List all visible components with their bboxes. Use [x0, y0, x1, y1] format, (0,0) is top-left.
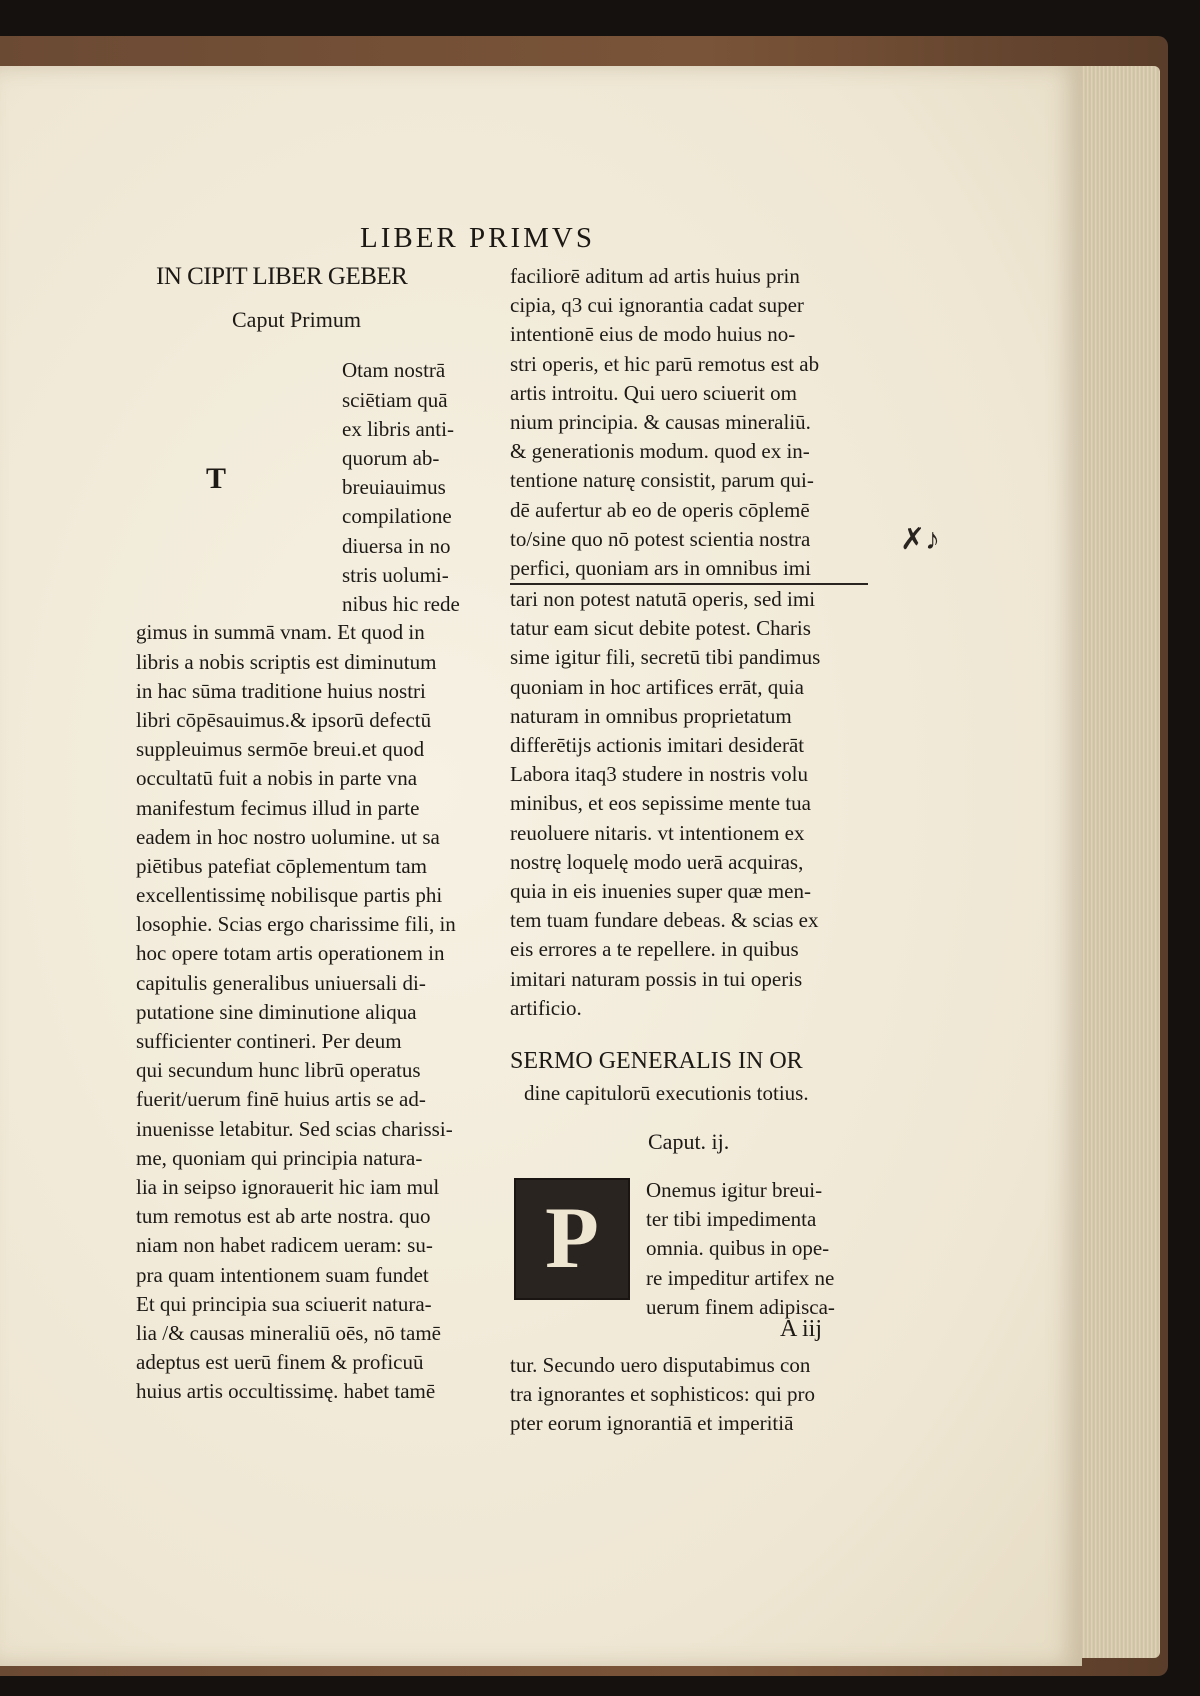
initial-letter-t: T: [206, 462, 227, 496]
initial-letter-p: P: [545, 1190, 599, 1288]
text-line: eis errores a te repellere. in quibus: [510, 937, 799, 962]
text-line: differētijs actionis imitari desiderāt: [510, 733, 805, 757]
text-line: me, quoniam qui principia natura-: [136, 1145, 423, 1170]
sermo-line-2: dine capitulorū executionis totius.: [524, 1080, 809, 1105]
margin-annotation: ✗♪: [900, 523, 941, 556]
right-body-text: [510, 262, 868, 1023]
text-line: piētibus patefiat cōplementum tam: [136, 853, 427, 878]
text-line: suppleuimus sermōe breui.et quod: [136, 737, 425, 762]
text-line: uerum finem adipisca-: [646, 1294, 835, 1319]
indented-lines: [342, 356, 492, 619]
text-line: quia in eis inuenies super quæ men-: [510, 878, 811, 903]
text-line: manifestum fecimus illud in parte: [136, 795, 420, 820]
text-line: compilatione: [342, 504, 452, 529]
text-line: quoniam in hoc artifices errāt, quia: [510, 674, 804, 699]
text-line: naturam in omnibus proprietatum: [510, 703, 792, 728]
text-line: capitulis generalibus uniuersali di-: [136, 970, 426, 995]
text-line: lia in seipso ignorauerit hic iam mul: [136, 1174, 440, 1199]
left-column: [136, 262, 484, 1406]
text-line: sufficienter contineri. Per deum: [136, 1029, 402, 1054]
text-line: inuenisse letabitur. Sed scias charissi-: [136, 1116, 453, 1141]
text-line: occultatū fuit a nobis in parte vna: [136, 766, 418, 791]
text-line: cipia, q3 cui ignorantia cadat super: [510, 293, 804, 318]
text-line: diuersa in no: [342, 533, 451, 558]
text-line: imitari naturam possis in tui operis: [510, 966, 803, 991]
text-line: stri operis, et hic parū remotus est ab: [510, 351, 820, 376]
text-line: ex libris anti-: [342, 416, 454, 441]
caput-secundum-heading: Caput. ij.: [648, 1128, 730, 1154]
text-line: losophie. Scias ergo charissime fili, in: [136, 912, 456, 937]
text-line: nibus hic rede: [342, 591, 460, 616]
text-line: tur. Secundo uero disputabimus con: [510, 1353, 811, 1378]
text-line: stris uolumi-: [342, 562, 449, 587]
text-line: huius artis occultissimę. habet tamē: [136, 1379, 436, 1404]
running-head: LIBER PRIMVS: [360, 222, 596, 254]
text-line: qui secundum hunc librū operatus: [136, 1058, 421, 1083]
text-line: gimus in summā vnam. Et quod in: [136, 620, 425, 645]
text-line: minibus, et eos sepissime mente tua: [510, 791, 811, 816]
text-line: artis introitu. Qui uero sciuerit om: [510, 380, 797, 405]
text-line: nium principia. & causas mineraliū.: [510, 409, 811, 434]
text-line: reuoluere nitaris. vt intentionem ex: [510, 820, 805, 845]
text-line: pter eorum ignorantiā et imperitiā: [510, 1411, 794, 1436]
text-line: libri cōpēsauimus.& ipsorū defectū: [136, 707, 432, 732]
decorated-initial-p: [514, 1178, 630, 1300]
text-line: lia /& causas mineraliū oēs, nō tamē: [136, 1320, 441, 1345]
text-line: hoc opere totam artis operationem in: [136, 941, 445, 966]
text-line: nostrę loquelę modo uerā acquiras,: [510, 849, 804, 874]
text-line: Onemus igitur breui-: [646, 1178, 823, 1203]
text-line: tem tuam fundare debeas. & scias ex: [510, 908, 819, 933]
final-lines: [510, 1351, 868, 1439]
text-line: & generationis modum. quod ex in-: [510, 439, 810, 464]
text-line: faciliorē aditum ad artis huius prin: [510, 264, 800, 288]
text-line: adeptus est uerū finem & proficuū: [136, 1350, 424, 1375]
text-line: sciētiam quā: [342, 387, 448, 412]
text-line: to/sine quo nō potest scientia nostra: [510, 526, 811, 551]
text-line: breuiauimus: [342, 475, 446, 500]
incipit-heading: IN CIPIT LIBER GEBER: [156, 263, 408, 290]
text-line: tum remotus est ab arte nostra. quo: [136, 1204, 431, 1229]
caput-primum-heading: Caput Primum: [232, 307, 361, 333]
text-line: re impeditur artifex ne: [646, 1265, 835, 1290]
right-column: [510, 262, 868, 1439]
dropcap-block: [136, 356, 484, 618]
sermo-heading: [510, 1045, 868, 1109]
signature-mark: A iij: [780, 1316, 823, 1342]
text-line: artificio.: [510, 995, 582, 1020]
text-line: excellentissimę nobilisque partis phi: [136, 883, 443, 908]
text-line: eadem in hoc nostro uolumine. ut sa: [136, 824, 440, 849]
text-line: fuerit/uerum finē huius artis se ad-: [136, 1087, 426, 1112]
sermo-line-1: SERMO GENERALIS IN OR: [510, 1047, 803, 1074]
text-line: tentione naturę consistit, parum qui-: [510, 468, 814, 493]
initial-adjacent-lines: [646, 1176, 870, 1322]
text-line: ter tibi impedimenta: [646, 1207, 817, 1232]
text-line: Et qui principia sua sciuerit natura-: [136, 1291, 432, 1316]
text-line: libris a nobis scriptis est diminutum: [136, 649, 437, 674]
text-line: niam non habet radicem ueram: su-: [136, 1233, 433, 1258]
text-line: dē aufertur ab eo de operis cōplemē: [510, 497, 810, 522]
text-line: in hac sūma traditione huius nostri: [136, 678, 426, 703]
text-line: Otam nostrā: [342, 358, 446, 383]
text-line: putatione sine diminutione aliqua: [136, 999, 417, 1024]
text-line: perfici, quoniam ars in omnibus imi: [510, 554, 868, 585]
text-line: tatur eam sicut debite potest. Charis: [510, 616, 811, 641]
text-line: sime igitur fili, secretū tibi pandimus: [510, 645, 821, 670]
text-line: intentionē eius de modo huius no-: [510, 322, 796, 347]
text-line: quorum ab-: [342, 445, 440, 470]
text-line: Labora itaq3 studere in nostris volu: [510, 762, 809, 787]
text-line: omnia. quibus in ope-: [646, 1236, 830, 1261]
text-line: tari non potest natutā operis, sed imi: [510, 587, 816, 612]
left-body-text: [136, 618, 484, 1406]
text-line: tra ignorantes et sophisticos: qui pro: [510, 1382, 816, 1407]
text-line: pra quam intentionem suam fundet: [136, 1262, 429, 1287]
